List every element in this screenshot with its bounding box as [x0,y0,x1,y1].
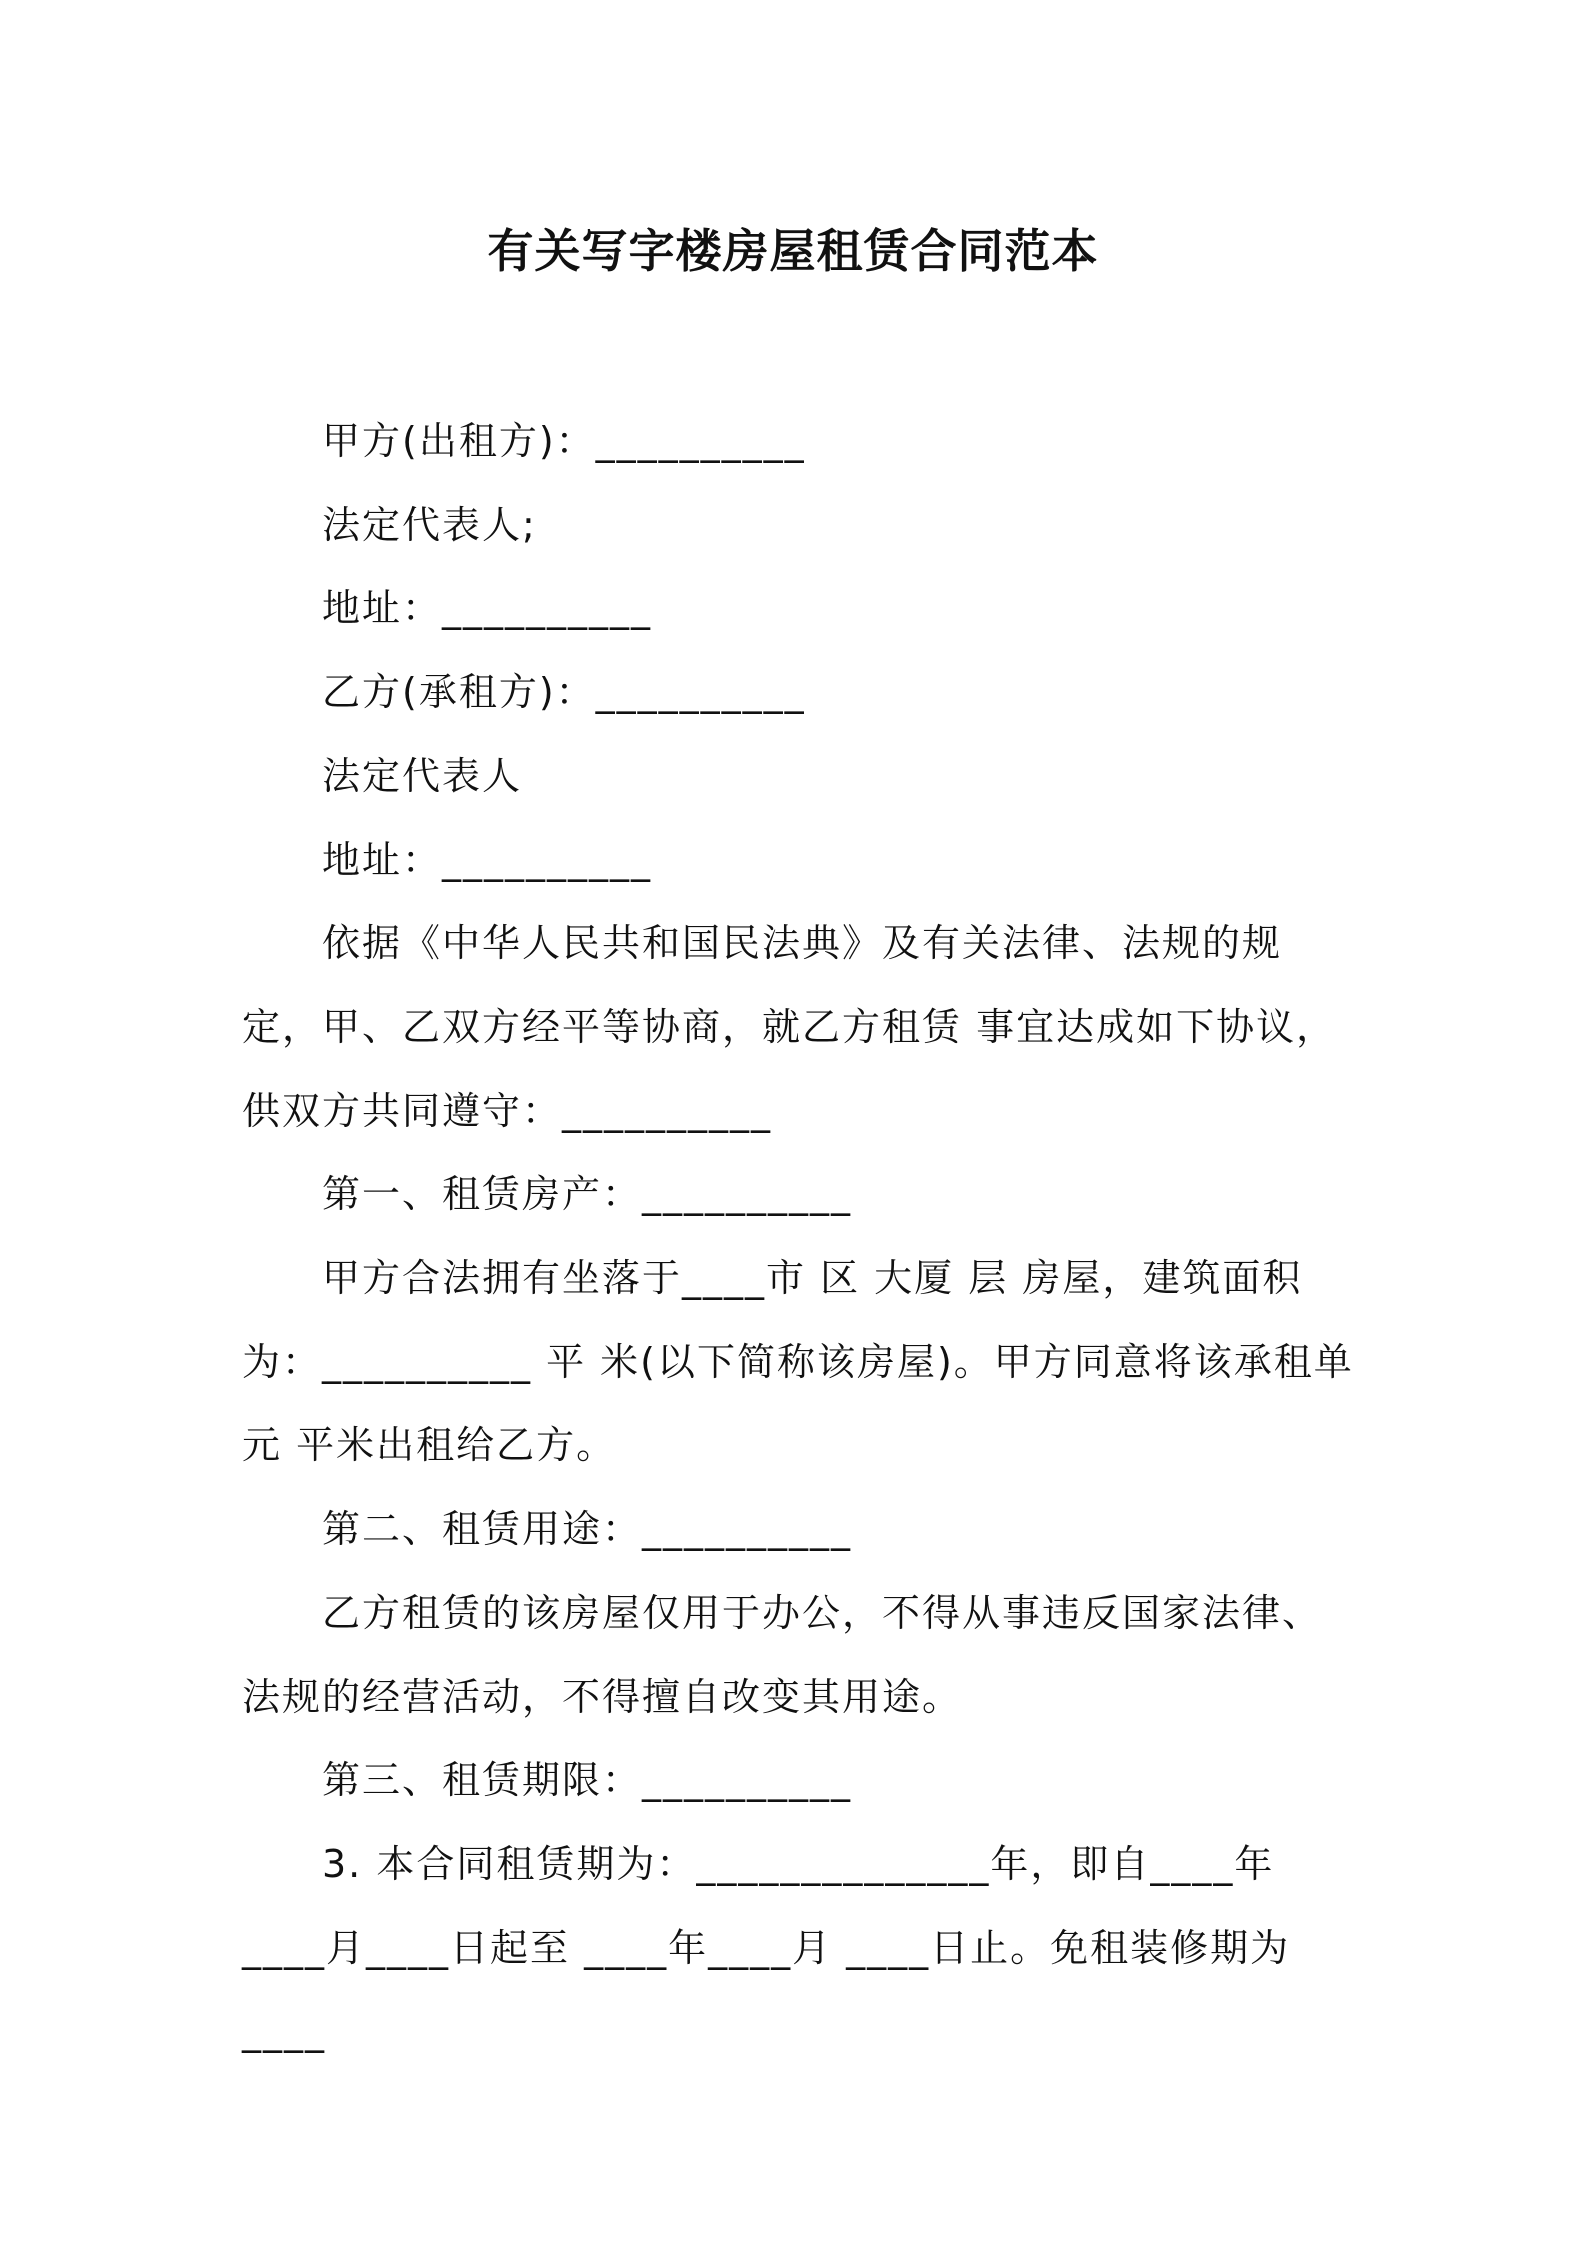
section-3-heading: 第三、租赁期限：__________ [322,1758,853,1803]
party-b-line: 乙方(承租方)：__________ [322,670,806,715]
party-b-address: 地址：__________ [322,837,653,882]
party-a-line: 甲方(出租方)：__________ [322,419,806,463]
document-title: 有关写字楼房屋租赁合同范本 [487,224,1099,278]
section-1-body: 甲方合法拥有坐落于____市 区 大厦 层 房屋，建筑面积为：__________ 平 米(以下简称该房屋)。甲方同意将该承租单元 平米出租给乙方。 [242,1256,1354,1468]
preamble-paragraph: 依据《中华人民共和国民法典》及有关法律、法规的规定，甲、乙双方经平等协商，就乙方租赁 事宜达成如下协议，供双方共同遵守：__________ [242,921,1337,1133]
section-2-heading: 第二、租赁用途：__________ [322,1507,853,1552]
section-1-heading: 第一、租赁房产：__________ [322,1172,853,1217]
party-a-address: 地址：__________ [322,586,653,631]
section-3-clause-3: 3. 本合同租赁期为：______________年，即自____年____月____日起至 ____年____月 ____日止。免租装修期为____ [242,1841,1291,2054]
document-body [242,400,1354,2074]
party-b-representative: 法定代表人 [322,753,523,798]
section-2-body: 乙方租赁的该房屋仅用于办公，不得从事违反国家法律、法规的经营活动，不得擅自改变其用途。 [242,1590,1323,1719]
party-a-representative: 法定代表人; [322,502,537,547]
